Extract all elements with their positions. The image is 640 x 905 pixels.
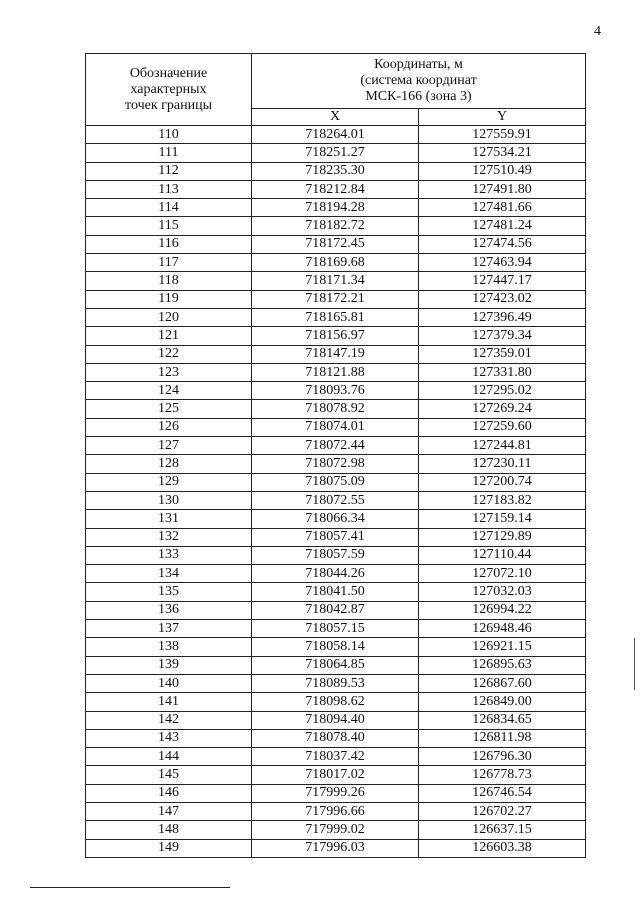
table-row	[86, 308, 586, 326]
point-header-line-3: точек границы	[125, 97, 212, 113]
y-coordinate-cell: 127359.01	[419, 345, 586, 363]
point-number-cell: 148	[86, 821, 252, 839]
point-number-cell: 125	[86, 400, 252, 418]
column-y-header: Y	[419, 109, 586, 126]
x-coordinate-cell: 717996.03	[252, 839, 419, 857]
edge-mark	[634, 638, 635, 690]
point-number-cell: 111	[86, 144, 252, 162]
y-coordinate-cell: 126834.65	[419, 711, 586, 729]
x-coordinate-cell: 718041.50	[252, 583, 419, 601]
table-row	[86, 656, 586, 674]
x-coordinate-cell: 718165.81	[252, 308, 419, 326]
x-coordinate-cell: 718194.28	[252, 199, 419, 217]
column-x-header: X	[252, 109, 419, 126]
x-coordinate-cell: 718212.84	[252, 180, 419, 198]
point-number-cell: 131	[86, 510, 252, 528]
x-coordinate-cell: 718094.40	[252, 711, 419, 729]
table-row	[86, 821, 586, 839]
table-row	[86, 620, 586, 638]
y-coordinate-cell: 127463.94	[419, 254, 586, 272]
x-coordinate-cell: 718093.76	[252, 382, 419, 400]
table-row	[86, 546, 586, 564]
table-row	[86, 235, 586, 253]
table-body	[86, 126, 586, 858]
y-coordinate-cell: 127331.80	[419, 363, 586, 381]
table-row	[86, 162, 586, 180]
coords-header-line-1: Координаты, м	[374, 57, 463, 72]
x-coordinate-cell: 718064.85	[252, 656, 419, 674]
x-coordinate-cell: 717996.66	[252, 802, 419, 820]
x-coordinate-cell: 718075.09	[252, 473, 419, 491]
x-coordinate-cell: 718251.27	[252, 144, 419, 162]
coords-header-line-3: МСК-166 (зона 3)	[365, 89, 472, 104]
point-number-cell: 112	[86, 162, 252, 180]
y-coordinate-cell: 127534.21	[419, 144, 586, 162]
point-number-cell: 117	[86, 254, 252, 272]
point-number-cell: 141	[86, 693, 252, 711]
x-coordinate-cell: 718098.62	[252, 693, 419, 711]
point-number-cell: 122	[86, 345, 252, 363]
y-coordinate-cell: 127129.89	[419, 528, 586, 546]
y-coordinate-cell: 127510.49	[419, 162, 586, 180]
y-coordinate-cell: 126637.15	[419, 821, 586, 839]
x-coordinate-cell: 717999.02	[252, 821, 419, 839]
x-coordinate-cell: 718089.53	[252, 674, 419, 692]
y-coordinate-cell: 127259.60	[419, 418, 586, 436]
y-coordinate-cell: 127269.24	[419, 400, 586, 418]
point-number-cell: 129	[86, 473, 252, 491]
x-coordinate-cell: 718044.26	[252, 565, 419, 583]
x-coordinate-cell: 718172.45	[252, 235, 419, 253]
y-coordinate-cell: 126895.63	[419, 656, 586, 674]
table-row	[86, 748, 586, 766]
point-designation-header	[86, 54, 252, 126]
table-row	[86, 510, 586, 528]
point-number-cell: 143	[86, 729, 252, 747]
y-coordinate-cell: 127110.44	[419, 546, 586, 564]
y-coordinate-cell: 127200.74	[419, 473, 586, 491]
coordinates-header	[252, 54, 586, 109]
y-coordinate-cell: 126778.73	[419, 766, 586, 784]
x-coordinate-cell: 718042.87	[252, 601, 419, 619]
point-number-cell: 126	[86, 418, 252, 436]
point-number-cell: 127	[86, 437, 252, 455]
point-number-cell: 136	[86, 601, 252, 619]
y-coordinate-cell: 127072.10	[419, 565, 586, 583]
x-coordinate-cell: 718074.01	[252, 418, 419, 436]
table-row	[86, 418, 586, 436]
x-coordinate-cell: 718058.14	[252, 638, 419, 656]
x-coordinate-cell: 717999.26	[252, 784, 419, 802]
x-coordinate-cell: 718235.30	[252, 162, 419, 180]
point-number-cell: 140	[86, 674, 252, 692]
page-number: 4	[594, 24, 601, 39]
table-row	[86, 290, 586, 308]
table-row	[86, 144, 586, 162]
point-number-cell: 128	[86, 455, 252, 473]
x-coordinate-cell: 718147.19	[252, 345, 419, 363]
y-coordinate-cell: 126867.60	[419, 674, 586, 692]
point-number-cell: 123	[86, 363, 252, 381]
y-coordinate-cell: 126811.98	[419, 729, 586, 747]
y-coordinate-cell: 127159.14	[419, 510, 586, 528]
table-row	[86, 455, 586, 473]
y-coordinate-cell: 127379.34	[419, 327, 586, 345]
x-coordinate-cell: 718057.15	[252, 620, 419, 638]
point-number-cell: 149	[86, 839, 252, 857]
table-row	[86, 345, 586, 363]
x-coordinate-cell: 718078.40	[252, 729, 419, 747]
table-row	[86, 437, 586, 455]
point-number-cell: 116	[86, 235, 252, 253]
table-row	[86, 327, 586, 345]
point-number-cell: 118	[86, 272, 252, 290]
point-number-cell: 139	[86, 656, 252, 674]
y-coordinate-cell: 127481.24	[419, 217, 586, 235]
y-coordinate-cell: 127396.49	[419, 308, 586, 326]
point-header-line-2: характерных	[130, 81, 207, 97]
y-coordinate-cell: 126921.15	[419, 638, 586, 656]
x-coordinate-cell: 718057.41	[252, 528, 419, 546]
point-number-cell: 135	[86, 583, 252, 601]
y-coordinate-cell: 126994.22	[419, 601, 586, 619]
table-row	[86, 583, 586, 601]
table-row	[86, 272, 586, 290]
table-row	[86, 491, 586, 509]
point-number-cell: 114	[86, 199, 252, 217]
table-row	[86, 254, 586, 272]
table-row	[86, 693, 586, 711]
x-coordinate-cell: 718169.68	[252, 254, 419, 272]
point-number-cell: 115	[86, 217, 252, 235]
x-coordinate-cell: 718072.98	[252, 455, 419, 473]
point-number-cell: 110	[86, 126, 252, 144]
x-coordinate-cell: 718078.92	[252, 400, 419, 418]
point-number-cell: 120	[86, 308, 252, 326]
y-coordinate-cell: 127559.91	[419, 126, 586, 144]
y-coordinate-cell: 127474.56	[419, 235, 586, 253]
point-number-cell: 144	[86, 748, 252, 766]
y-coordinate-cell: 126702.27	[419, 802, 586, 820]
table-row	[86, 382, 586, 400]
x-coordinate-cell: 718057.59	[252, 546, 419, 564]
y-coordinate-cell: 126948.46	[419, 620, 586, 638]
x-coordinate-cell: 718121.88	[252, 363, 419, 381]
coordinates-table	[85, 53, 586, 858]
y-coordinate-cell: 127230.11	[419, 455, 586, 473]
table-row	[86, 802, 586, 820]
table-row	[86, 601, 586, 619]
x-coordinate-cell: 718171.34	[252, 272, 419, 290]
table-row	[86, 199, 586, 217]
table-row	[86, 217, 586, 235]
y-coordinate-cell: 126796.30	[419, 748, 586, 766]
table-row	[86, 180, 586, 198]
point-number-cell: 113	[86, 180, 252, 198]
point-number-cell: 124	[86, 382, 252, 400]
x-coordinate-cell: 718017.02	[252, 766, 419, 784]
footer-divider	[30, 887, 230, 888]
point-number-cell: 130	[86, 491, 252, 509]
point-number-cell: 134	[86, 565, 252, 583]
table-row	[86, 400, 586, 418]
y-coordinate-cell: 127244.81	[419, 437, 586, 455]
table-row	[86, 729, 586, 747]
x-coordinate-cell: 718072.55	[252, 491, 419, 509]
point-number-cell: 133	[86, 546, 252, 564]
x-coordinate-cell: 718264.01	[252, 126, 419, 144]
x-coordinate-cell: 718072.44	[252, 437, 419, 455]
point-number-cell: 142	[86, 711, 252, 729]
table-row	[86, 528, 586, 546]
y-coordinate-cell: 127295.02	[419, 382, 586, 400]
y-coordinate-cell: 127491.80	[419, 180, 586, 198]
point-number-cell: 121	[86, 327, 252, 345]
point-number-cell: 146	[86, 784, 252, 802]
y-coordinate-cell: 127481.66	[419, 199, 586, 217]
x-coordinate-cell: 718182.72	[252, 217, 419, 235]
table-row	[86, 473, 586, 491]
y-coordinate-cell: 127423.02	[419, 290, 586, 308]
point-number-cell: 132	[86, 528, 252, 546]
table-row	[86, 363, 586, 381]
x-coordinate-cell: 718156.97	[252, 327, 419, 345]
point-number-cell: 138	[86, 638, 252, 656]
y-coordinate-cell: 126603.38	[419, 839, 586, 857]
y-coordinate-cell: 127447.17	[419, 272, 586, 290]
y-coordinate-cell: 127183.82	[419, 491, 586, 509]
table-row	[86, 674, 586, 692]
table-row	[86, 565, 586, 583]
table-row	[86, 711, 586, 729]
x-coordinate-cell: 718172.21	[252, 290, 419, 308]
point-number-cell: 119	[86, 290, 252, 308]
y-coordinate-cell: 126849.00	[419, 693, 586, 711]
point-number-cell: 137	[86, 620, 252, 638]
x-coordinate-cell: 718066.34	[252, 510, 419, 528]
y-coordinate-cell: 126746.54	[419, 784, 586, 802]
y-coordinate-cell: 127032.03	[419, 583, 586, 601]
point-number-cell: 147	[86, 802, 252, 820]
x-coordinate-cell: 718037.42	[252, 748, 419, 766]
point-header-line-1: Обозначение	[129, 65, 208, 81]
table-row	[86, 766, 586, 784]
table-row	[86, 126, 586, 144]
table-row	[86, 839, 586, 857]
table-row	[86, 638, 586, 656]
point-number-cell: 145	[86, 766, 252, 784]
coords-header-line-2: (система координат	[360, 73, 477, 88]
table-row	[86, 784, 586, 802]
